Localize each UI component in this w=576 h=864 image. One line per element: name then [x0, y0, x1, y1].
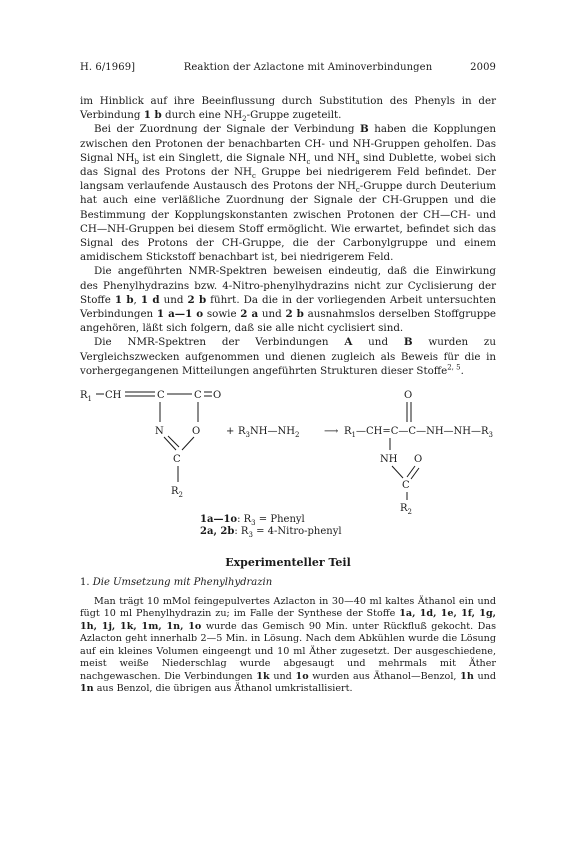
legend-value: = Phenyl: [255, 514, 305, 526]
compound-ref: 1h: [460, 670, 474, 682]
compound-range: 2a, 2b: [200, 526, 235, 538]
reactant-r1: $R_1$: [80, 390, 92, 404]
experimental-text: [80, 596, 496, 695]
paragraph-3: [80, 264, 496, 335]
product-amide-c: C: [402, 480, 410, 492]
subsection-title: Die Umsetzung mit Phenylhydrazin: [92, 577, 273, 589]
running-header: [80, 62, 496, 80]
paragraph-1: [80, 94, 496, 122]
legend-text: : R: [237, 514, 252, 526]
compound-ref: B: [359, 123, 369, 136]
reaction-diagram: [80, 384, 496, 514]
legend-value: = 4-Nitro-phenyl: [252, 526, 342, 538]
reactant-carbonyl-o: O: [213, 390, 222, 402]
text-run: und: [159, 293, 188, 306]
compound-ref: 1 b: [143, 109, 162, 122]
compound-ref: B: [403, 336, 413, 349]
citation-superscript: 2, 5: [447, 363, 461, 372]
compound-ref: 1 b: [114, 293, 134, 306]
product-carbonyl-o: O: [404, 390, 413, 402]
paragraph-2: [80, 122, 496, 264]
subscript: 3: [248, 531, 253, 540]
text-run: und: [258, 308, 286, 321]
journal-issue: H. 6/1969]: [80, 62, 136, 73]
text-run: sowie: [203, 308, 241, 321]
text-run: wurde das Gemisch 90 Min. unter Rückfluß gekocht. Das Azlacton geht innerhalb 2—5 Min. in Lösung. Nach dem Abkühlen wurde die Lösung auf ein kleines Volumen eingeengt und 10 ml Äther zugesetzt. Der ausgeschiedene, meist weiße Niederschlag wurde abgesaugt und mehrmals mit Äther nachgewaschen. Die Verbindungen: [80, 620, 496, 682]
compound-ref: 1 a—1 o: [156, 308, 204, 321]
experimental-paragraph: [80, 596, 496, 695]
text-run: -Gruppe durch Deuterium hat auch eine verläßliche Zuordnung der Signale der CH-Gruppen und die Bestimmung der Kopplungskonstanten zwischen Protonen der CH—CH- und CH—NH-Gruppen bei diesem Stoff ermöglicht. Wie erwartet, befindet sich das Signal des Protons der CH-Gruppe, die der Carbonylgruppe und einem amidischem Stickstoff benachbart ist, bei niedrigerem Feld.: [80, 180, 496, 264]
reagent-hydrazine: $R_3NH—NH_2$: [238, 426, 300, 440]
compound-ref: A: [344, 336, 353, 349]
reactant-ch: CH: [105, 390, 122, 402]
legend-line-2: [200, 526, 342, 538]
text-run: im Hinblick auf ihre Beeinflussung durch Substitution des Phenyls in der Verbindung: [80, 95, 496, 122]
reactant-c2: C: [173, 454, 181, 466]
compound-list: 1a, 1d, 1e, 1f, 1g, 1h, 1j, 1k, 1m, 1n, 1o: [80, 608, 496, 632]
text-run: durch eine NH: [161, 109, 243, 122]
ring-double-bond: [168, 436, 179, 447]
subscript: a: [355, 157, 360, 166]
subscript: b: [134, 157, 140, 166]
text-run: führt. Da die in der vorliegenden Arbeit untersuchten Verbindungen: [80, 293, 496, 321]
bond: [392, 466, 403, 478]
reaction-scheme: [80, 384, 496, 542]
text-run: Die NMR-Spektren der Verbindungen: [94, 336, 345, 349]
subscript: 2: [242, 115, 247, 124]
product-r1: $R_1—CH=C—C—NH—NH—R_3$: [344, 426, 494, 440]
compound-ref: 1 d: [140, 293, 160, 306]
compound-legend: [200, 514, 342, 538]
ring-bond: [164, 437, 176, 450]
text-run: Bei der Zuordnung der Signale der Verbindung: [94, 123, 360, 136]
text-run: Man trägt 10 mMol feingepulvertes Azlacton in 30—40 ml kaltes Äthanol ein und fügt 10 ml Phenylhydrazin zu; im Falle der Synthese der Stoffe: [80, 596, 496, 620]
text-run: und: [352, 336, 404, 349]
text-run: wurden aus Äthanol—Benzol,: [308, 670, 461, 682]
text-run: Gruppe bei niedrigerem Feld befindet. Der langsam verlaufende Austausch des Protons der NH: [80, 166, 496, 193]
running-title: Reaktion der Azlactone mit Aminoverbindungen: [183, 62, 433, 73]
ring-bond: [182, 437, 194, 450]
text-run: ist ein Singlett, die Signale NH: [139, 151, 307, 164]
subscript: 3: [251, 519, 256, 528]
text-run: haben die Kopplungen zwischen den Protonen der benachbarten CH- und NH-Gruppen geholfen. Das Signal NH: [80, 123, 496, 164]
compound-ref: 2 b: [187, 293, 207, 306]
product-r2: $R_2$: [400, 503, 412, 515]
text-run: ausnahmslos derselben Stoffgruppe angehören, läßt sich folgern, daß sie alle nicht cyclisiert sind.: [80, 308, 497, 335]
reaction-arrow: ⟶: [324, 426, 339, 438]
page: [80, 62, 496, 695]
text-run: .: [460, 364, 464, 377]
subscript: c: [355, 186, 360, 195]
page-number: 2009: [470, 62, 496, 73]
reactant-c4: C: [157, 390, 165, 402]
legend-text: : R: [234, 526, 249, 538]
text-run: Die angeführten NMR-Spektren beweisen eindeutig, daß die Einwirkung des Phenylhydrazins bzw. 4-Nitro-phenylhydrazins nicht zur Cyclisierung der Stoffe: [80, 265, 496, 306]
reactant-c5: C: [194, 390, 202, 402]
reactant-n: N: [155, 426, 164, 438]
reactant-r2: $R_2$: [171, 486, 183, 500]
compound-range: 1a—1o: [200, 514, 238, 526]
body-text: [80, 94, 496, 378]
compound-ref: 2 b: [285, 308, 304, 321]
reactant-ring-o: O: [192, 426, 201, 438]
subscript: c: [252, 172, 256, 181]
compound-ref: 1n: [80, 682, 94, 694]
product-amide-o: O: [414, 454, 423, 466]
subsection-heading: [80, 577, 496, 588]
subsection-number: 1.: [80, 577, 90, 589]
compound-ref: 2 a: [240, 308, 259, 321]
text-run: sind Dublette, wobei sich das Signal des Protons der NH: [80, 151, 496, 179]
paragraph-4: [80, 335, 496, 378]
text-run: -Gruppe zugeteilt.: [246, 109, 342, 122]
text-run: ,: [133, 293, 141, 306]
legend-line-1: [200, 514, 342, 526]
text-run: und: [473, 670, 496, 682]
text-run: und NH: [310, 151, 356, 164]
text-run: aus Benzol, die übrigen aus Äthanol umkristallisiert.: [93, 682, 353, 694]
compound-ref: 1k: [256, 670, 270, 682]
product-nh: NH: [380, 454, 398, 466]
section-heading: Experimenteller Teil: [225, 556, 351, 570]
text-run: und: [269, 670, 296, 682]
compound-ref: 1o: [295, 670, 309, 682]
plus-sign: +: [226, 426, 235, 438]
text-run: wurden zu Vergleichszwecken aufgenommen und dienen zugleich als Beweis für die in vorhergegangenen Mitteilungen angeführten Strukturen dieser Stoffe: [80, 336, 496, 377]
subscript: c: [306, 157, 311, 166]
